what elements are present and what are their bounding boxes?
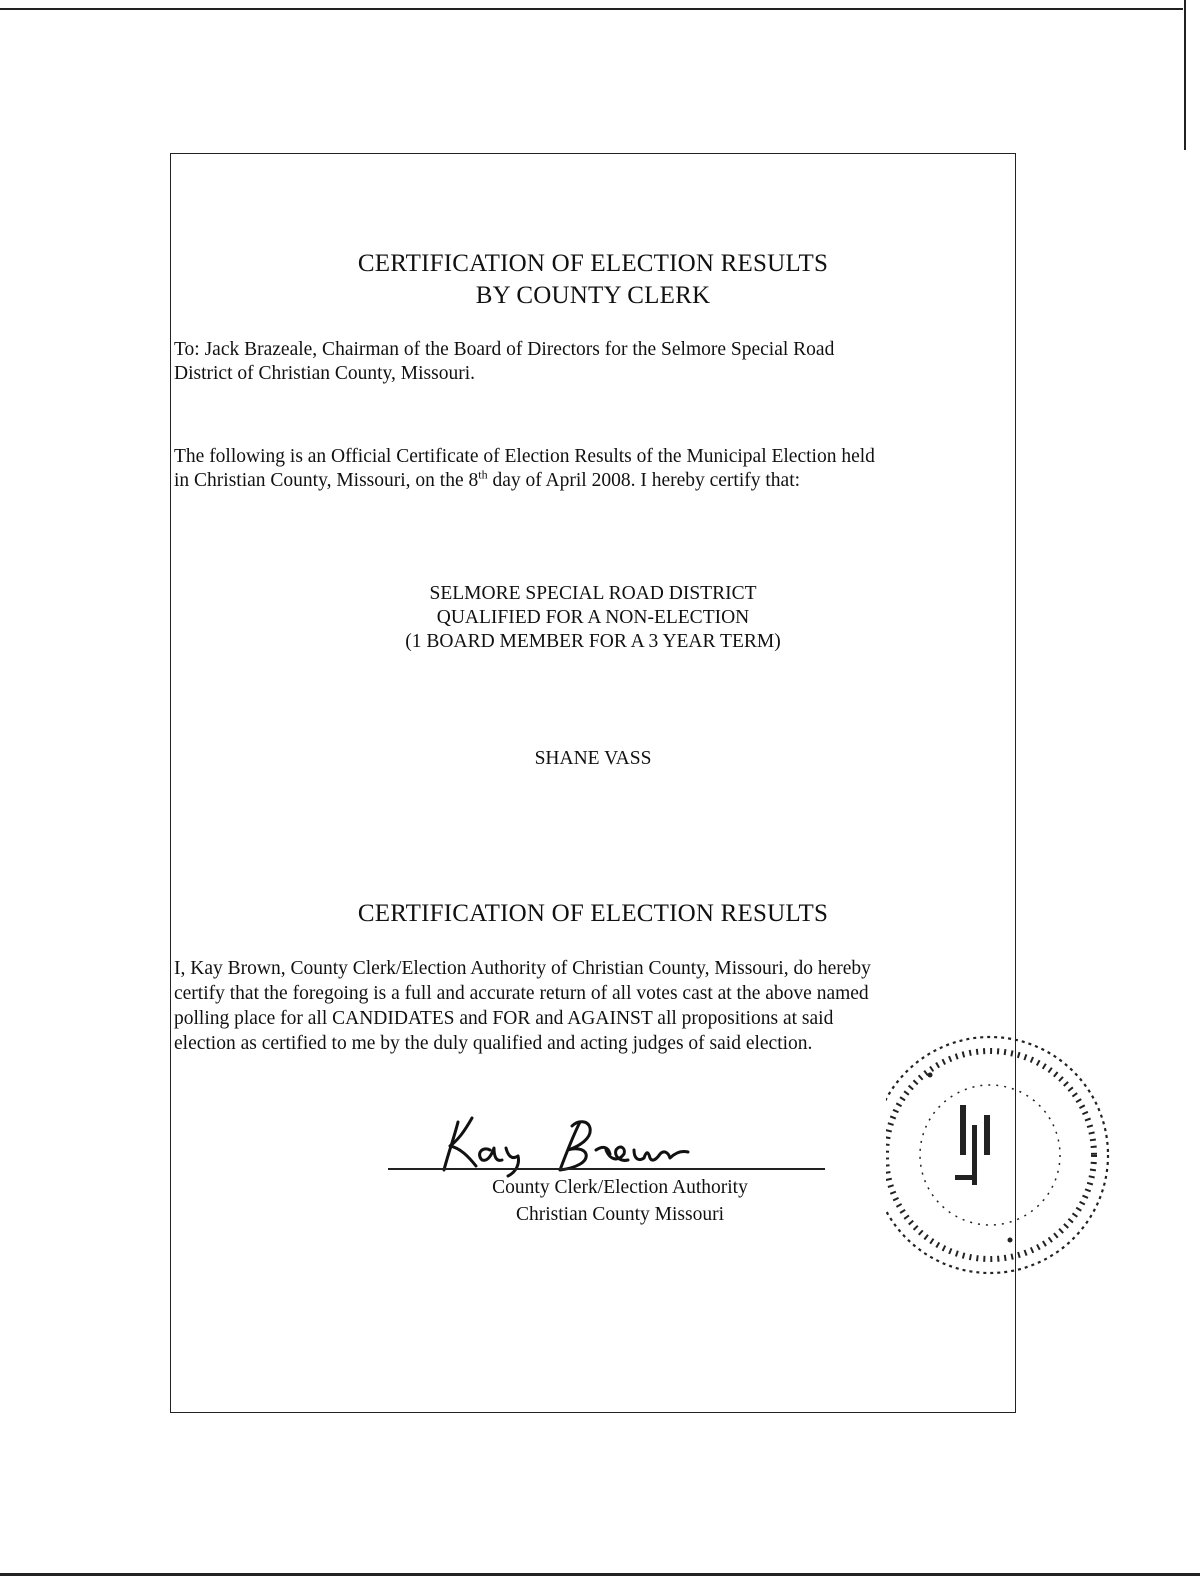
county-seal-stamp: [860, 1025, 1130, 1285]
section-title: CERTIFICATION OF ELECTION RESULTS: [357, 900, 829, 927]
signature-county: Christian County Missouri: [515, 1204, 725, 1225]
intro-line-1: The following is an Official Certificate of Election Results of the Municipal Election held: [174, 446, 875, 467]
handwritten-signature: [420, 1110, 740, 1180]
certification-line-4: election as certified to me by the duly qualified and acting judges of said election.: [174, 1033, 813, 1054]
candidate-name: SHANE VASS: [534, 748, 652, 769]
signature-title: County Clerk/Election Authority: [492, 1177, 748, 1198]
intro-line-2: in Christian County, Missouri, on the 8th day of April 2008. I hereby certify that:: [174, 467, 801, 491]
signature-line: [388, 1168, 825, 1170]
certification-line-1: I, Kay Brown, County Clerk/Election Authority of Christian County, Missouri, do hereby: [174, 958, 871, 979]
certification-line-3: polling place for all CANDIDATES and FOR and AGAINST all propositions at said: [174, 1008, 834, 1029]
certification-line-2: certify that the foregoing is a full and accurate return of all votes cast at the above named: [174, 983, 869, 1004]
scan-edge-bottom: [0, 1573, 1200, 1576]
document-title: CERTIFICATION OF ELECTION RESULTS: [357, 250, 829, 277]
addressee-line-1: To: Jack Brazeale, Chairman of the Board of Directors for the Selmore Special Road: [174, 339, 835, 360]
election-status: QUALIFIED FOR A NON-ELECTION: [436, 607, 750, 628]
scan-edge-right: [1184, 0, 1186, 150]
term-description: (1 BOARD MEMBER FOR A 3 YEAR TERM): [405, 631, 781, 652]
document-subtitle: BY COUNTY CLERK: [475, 282, 711, 309]
addressee-line-2: District of Christian County, Missouri.: [174, 363, 475, 384]
district-name: SELMORE SPECIAL ROAD DISTRICT: [429, 583, 757, 604]
ordinal-suffix: th: [478, 467, 488, 482]
scan-edge-top: [0, 8, 1183, 10]
